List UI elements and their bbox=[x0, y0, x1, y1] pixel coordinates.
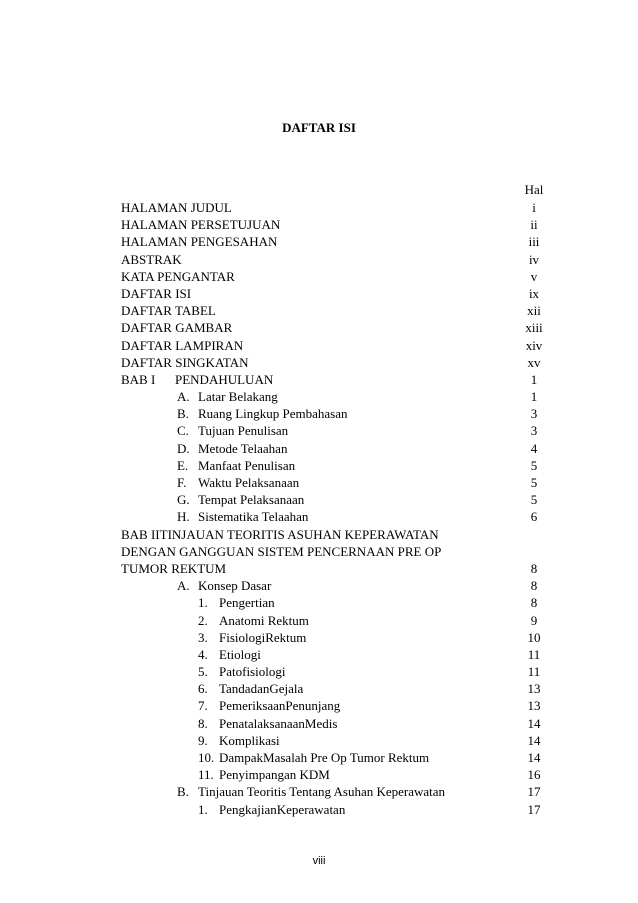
toc-entry bbox=[0, 457, 638, 474]
toc-entry-page: 13 bbox=[527, 698, 541, 714]
toc-entry-prefix: 4. bbox=[198, 646, 208, 662]
toc-entry-page: 17 bbox=[527, 801, 541, 817]
toc-entry bbox=[0, 715, 638, 732]
toc-entry-page: 3 bbox=[530, 406, 538, 422]
page-title: DAFTAR ISI bbox=[282, 120, 356, 135]
toc-entry-prefix: A. bbox=[177, 578, 190, 594]
toc-entry-prefix: H. bbox=[177, 509, 190, 525]
toc-entry-title: PengkajianKeperawatan bbox=[219, 801, 346, 817]
toc-entry-title: FisiologiRektum bbox=[219, 629, 307, 645]
toc-entry-title: Latar Belakang bbox=[198, 389, 278, 405]
toc-entry-page: 5 bbox=[530, 492, 538, 508]
toc-entry-page: 11 bbox=[527, 646, 541, 662]
toc-entry-prefix: E. bbox=[177, 457, 189, 473]
toc-entry-page: 3 bbox=[530, 423, 538, 439]
toc-entry bbox=[0, 491, 638, 508]
toc-entry-page: xiv bbox=[525, 337, 543, 353]
toc-entry bbox=[0, 268, 638, 285]
toc-entry-title: Tinjauan Teoritis Tentang Asuhan Keperawatan bbox=[198, 784, 446, 800]
toc-entry bbox=[0, 508, 638, 525]
toc-entry-prefix: D. bbox=[177, 440, 190, 456]
toc-entry-title: DAFTAR SINGKATAN bbox=[121, 354, 249, 370]
toc-entry-title: KATA PENGANTAR bbox=[121, 268, 235, 284]
toc-entry-page: 1 bbox=[530, 371, 538, 387]
toc-entry bbox=[0, 422, 638, 439]
toc-entry-page: 13 bbox=[527, 681, 541, 697]
toc-entry-title: HALAMAN JUDUL bbox=[121, 200, 232, 215]
toc-entry-prefix: A. bbox=[177, 389, 190, 405]
toc-entry-prefix: BAB I bbox=[121, 371, 156, 387]
toc-entry-title: Tempat Pelaksanaan bbox=[198, 492, 305, 508]
toc-entry bbox=[0, 319, 638, 336]
toc-entry-title: DENGAN GANGGUAN SISTEM PENCERNAAN PRE OP bbox=[121, 543, 442, 559]
toc-entry-title: Etiologi bbox=[219, 646, 261, 662]
toc-entry-page: 8 bbox=[530, 560, 538, 576]
toc-entry bbox=[0, 801, 638, 818]
toc-entry-title: Metode Telaahan bbox=[198, 440, 288, 456]
toc-entry-page: ix bbox=[528, 285, 540, 301]
toc-entry bbox=[0, 594, 638, 611]
toc-entry-page: 14 bbox=[527, 732, 541, 748]
toc-entry-prefix: B. bbox=[177, 406, 189, 422]
toc-entry-title: Patofisiologi bbox=[219, 664, 286, 680]
toc-entry-prefix: 6. bbox=[198, 681, 208, 697]
toc-entry-page: 9 bbox=[530, 612, 538, 628]
toc-entry-title: Manfaat Penulisan bbox=[198, 457, 296, 473]
toc-entry-page: 10 bbox=[527, 629, 541, 645]
toc-entry bbox=[0, 612, 638, 629]
toc-entry bbox=[0, 371, 638, 388]
toc-entry-title: Tujuan Penulisan bbox=[198, 423, 289, 439]
toc-entry-title: HALAMAN PENGESAHAN bbox=[121, 234, 278, 250]
toc-entry-title: HALAMAN PERSETUJUAN bbox=[121, 217, 281, 233]
toc-entry-page: ii bbox=[530, 217, 538, 233]
toc-entry-page: iv bbox=[528, 251, 540, 267]
toc-entry-page: v bbox=[530, 268, 538, 284]
toc-entry bbox=[0, 251, 638, 268]
toc-entry-page: iii bbox=[528, 234, 540, 250]
toc-entry-title: PENDAHULUAN bbox=[175, 371, 274, 387]
toc-entry-prefix: 3. bbox=[198, 629, 208, 645]
toc-entry-page: 6 bbox=[530, 509, 538, 525]
toc-entry-title: TUMOR REKTUM bbox=[121, 560, 227, 576]
toc-entry-title: Ruang Lingkup Pembahasan bbox=[198, 406, 348, 422]
toc-entry-title: ABSTRAK bbox=[121, 251, 182, 267]
toc-entry-title: Pengertian bbox=[219, 595, 275, 611]
toc-entry bbox=[0, 440, 638, 457]
toc-entry-prefix: 8. bbox=[198, 715, 208, 731]
toc-entry bbox=[0, 543, 638, 560]
toc-entry bbox=[0, 577, 638, 594]
toc-entry bbox=[0, 216, 638, 233]
toc-entry-prefix: 5. bbox=[198, 664, 208, 680]
toc-entry bbox=[0, 337, 638, 354]
toc-entry-page: 8 bbox=[530, 595, 538, 611]
toc-entry-page: xii bbox=[527, 303, 541, 319]
toc-entry bbox=[0, 199, 638, 216]
toc-entry bbox=[0, 629, 638, 646]
toc-entry-title: DAFTAR ISI bbox=[121, 285, 192, 301]
toc-entry bbox=[0, 783, 638, 800]
toc-entry-title: PenatalaksanaanMedis bbox=[219, 715, 338, 731]
toc-entry bbox=[0, 680, 638, 697]
toc-entry-prefix: C. bbox=[177, 423, 189, 439]
toc-entry-page: 14 bbox=[527, 715, 541, 731]
toc-entry-page: 17 bbox=[527, 784, 541, 800]
toc-entry-title: DAFTAR TABEL bbox=[121, 303, 216, 319]
toc-entry-prefix: G. bbox=[177, 492, 190, 508]
toc-entry-prefix: 10. bbox=[198, 750, 215, 765]
toc-entry-page: 16 bbox=[527, 767, 541, 783]
toc-entry-page: 5 bbox=[530, 475, 538, 490]
toc-entry bbox=[0, 766, 638, 783]
toc-entry-title: Komplikasi bbox=[219, 732, 280, 748]
toc-entry-page: 8 bbox=[530, 578, 538, 594]
toc-entry bbox=[0, 663, 638, 680]
toc-entry-page: 14 bbox=[527, 750, 541, 765]
toc-entry-prefix: 1. bbox=[198, 801, 208, 817]
toc-entry-prefix: 7. bbox=[198, 698, 208, 714]
toc-entry-page: i bbox=[532, 200, 536, 215]
table-of-contents bbox=[0, 199, 638, 818]
toc-entry-page: xiii bbox=[525, 320, 543, 336]
toc-entry-prefix: 1. bbox=[198, 595, 208, 611]
toc-entry-title: BAB IITINJAUAN TEORITIS ASUHAN KEPERAWATAN bbox=[121, 526, 439, 542]
toc-entry-page: 4 bbox=[530, 440, 538, 456]
toc-entry-title: Penyimpangan KDM bbox=[219, 767, 330, 783]
toc-entry-prefix: 9. bbox=[198, 732, 208, 748]
toc-entry-title: Sistematika Telaahan bbox=[198, 509, 309, 525]
toc-entry bbox=[0, 732, 638, 749]
toc-entry-title: Waktu Pelaksanaan bbox=[198, 475, 300, 490]
toc-entry bbox=[0, 354, 638, 371]
toc-entry bbox=[0, 388, 638, 405]
page-column-header: Hal bbox=[524, 182, 544, 197]
toc-entry bbox=[0, 474, 638, 491]
toc-entry-title: TandadanGejala bbox=[219, 681, 304, 697]
toc-entry-prefix: 2. bbox=[198, 612, 208, 628]
toc-entry-prefix: 11. bbox=[198, 767, 214, 783]
toc-entry-title: DAFTAR LAMPIRAN bbox=[121, 337, 244, 353]
toc-entry bbox=[0, 749, 638, 766]
toc-entry-title: Anatomi Rektum bbox=[219, 612, 309, 628]
page-number-footer: viii bbox=[312, 855, 326, 867]
toc-entry bbox=[0, 405, 638, 422]
toc-entry-title: DAFTAR GAMBAR bbox=[121, 320, 233, 336]
toc-entry-title: DampakMasalah Pre Op Tumor Rektum bbox=[219, 750, 430, 765]
toc-entry bbox=[0, 302, 638, 319]
toc-entry-title: PemeriksaanPenunjang bbox=[219, 698, 341, 714]
toc-entry-title: Konsep Dasar bbox=[198, 578, 272, 594]
toc-entry bbox=[0, 526, 638, 543]
toc-entry-page: 11 bbox=[527, 664, 541, 680]
toc-entry-prefix: F. bbox=[177, 475, 187, 490]
toc-entry-prefix: B. bbox=[177, 784, 189, 800]
toc-entry-page: xv bbox=[527, 354, 541, 370]
toc-entry bbox=[0, 233, 638, 250]
toc-entry bbox=[0, 560, 638, 577]
toc-entry bbox=[0, 697, 638, 714]
toc-entry-page: 5 bbox=[530, 457, 538, 473]
toc-entry bbox=[0, 646, 638, 663]
toc-entry-page: 1 bbox=[530, 389, 538, 405]
toc-entry bbox=[0, 285, 638, 302]
